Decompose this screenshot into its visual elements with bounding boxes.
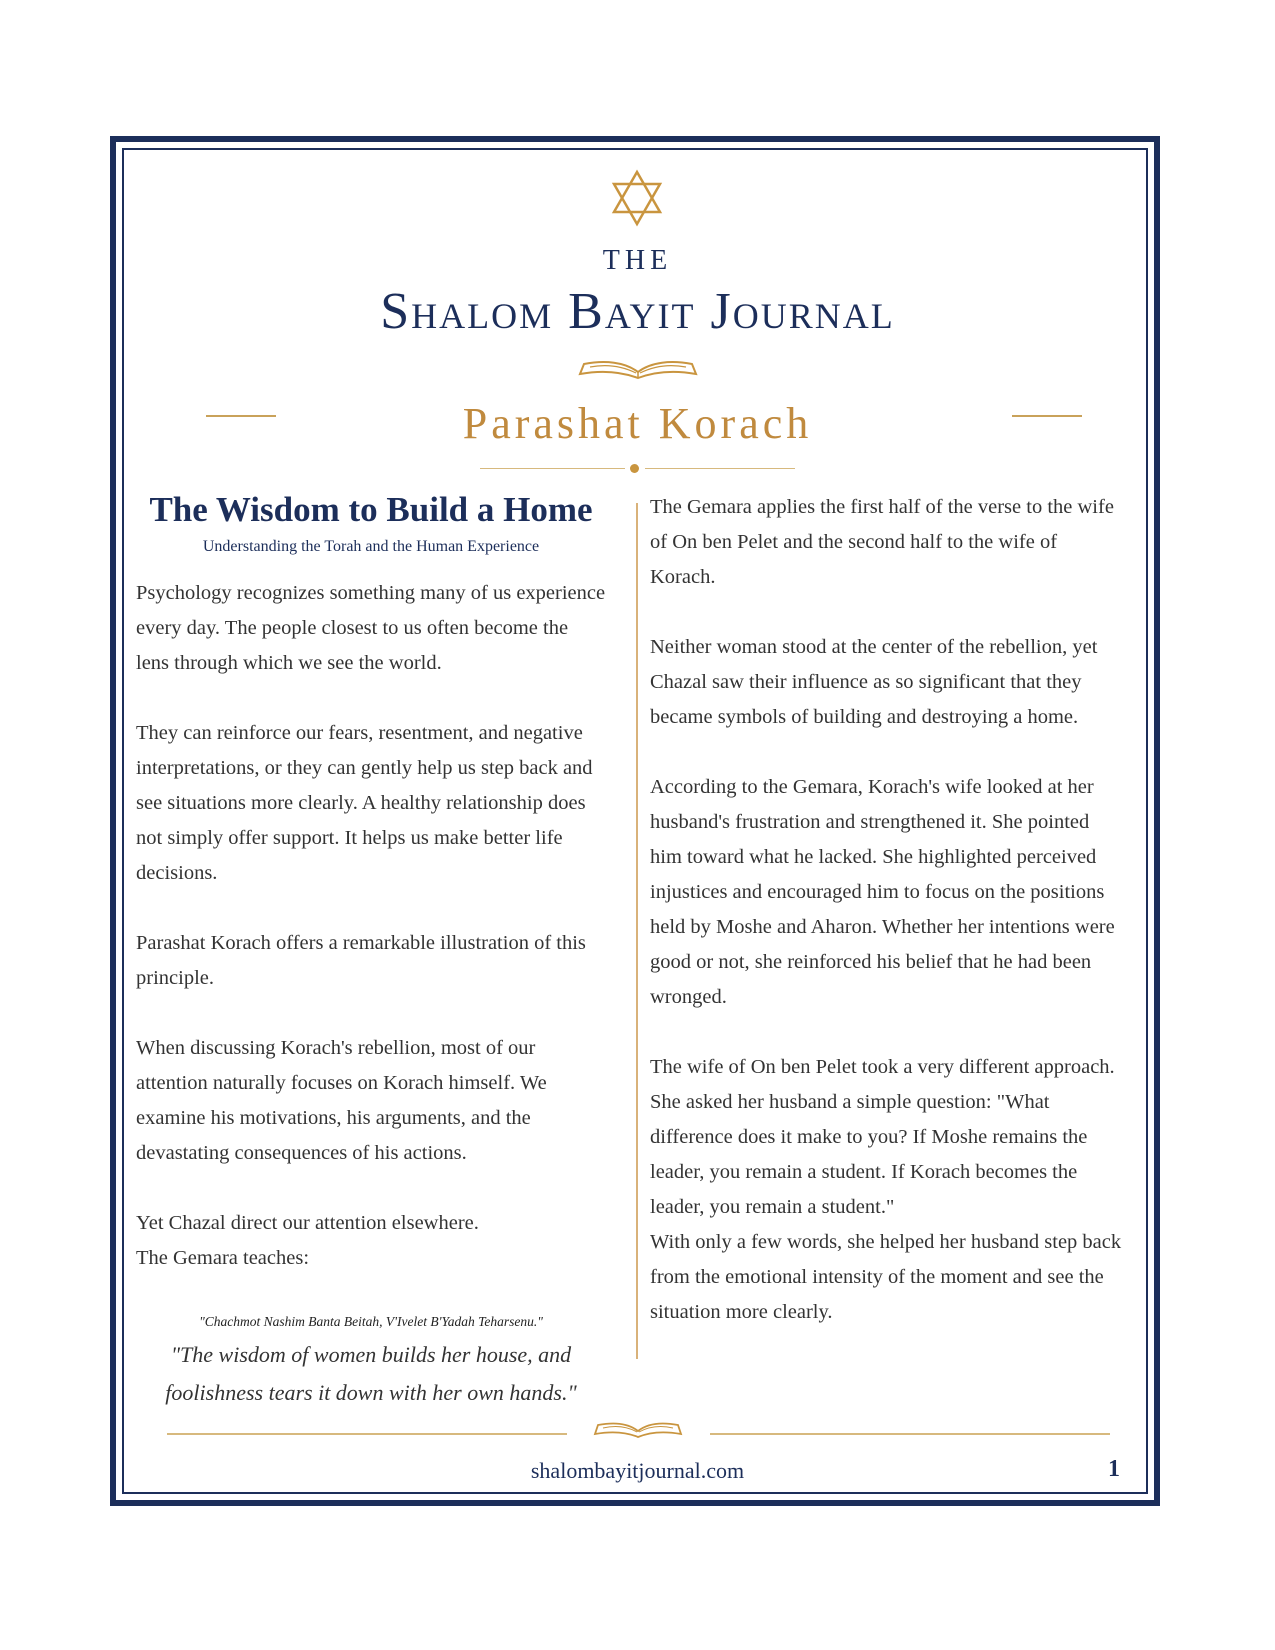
right-body (650, 490, 1125, 1330)
left-column (136, 488, 606, 1412)
column-divider (636, 503, 638, 1359)
paragraph: When discussing Korach's rebellion, most of our attention naturally focuses on Korach himself. We examine his motivations, his arguments, and the devastating consequences of his actions. (136, 1037, 547, 1164)
right-column (650, 490, 1125, 1365)
journal-kicker: THE (602, 245, 673, 276)
parasha-title: Parashat Korach (462, 399, 813, 448)
open-book-icon (570, 352, 706, 380)
paragraph: Psychology recognizes something many of us experience every day. The people closest to us often become the lens through which we see the world. (136, 582, 606, 674)
article-title: The Wisdom to Build a Home (149, 490, 593, 529)
paragraph: According to the Gemara, Korach's wife looked at her husband's frustration and strengthened it. She pointed him toward what he lacked. She highlighted perceived injustices and encouraged him to focus on the positions held by Moshe and Aharon. Whether her intentions were good or not, she reinforced his belief that he had been wronged. (650, 776, 1115, 1008)
paragraph: Yet Chazal direct our attention elsewhere. (136, 1212, 479, 1234)
paragraph: The Gemara teaches: (136, 1247, 310, 1269)
paragraph: Neither woman stood at the center of the rebellion, yet Chazal saw their influence as so significant that they became symbols of building and destroying a home. (650, 636, 1098, 728)
ornament-line-left (480, 468, 625, 469)
paragraph: The Gemara applies the first half of the verse to the wife of On ben Pelet and the second half to the wife of Korach. (650, 496, 1114, 588)
paragraph: Parashat Korach offers a remarkable illustration of this principle. (136, 932, 586, 989)
open-book-icon (588, 1415, 688, 1439)
left-body (136, 576, 606, 1276)
star-of-david-icon (607, 168, 667, 228)
paragraph: They can reinforce our fears, resentment, and negative interpretations, or they can gently help us step back and see situations more clearly. A healthy relationship does not simply offer support. It helps us make better life decisions. (136, 722, 593, 884)
ornament-dot (630, 464, 639, 473)
footer-rule-right (710, 1433, 1110, 1435)
page-number: 1 (1108, 1456, 1120, 1482)
paragraph: With only a few words, she helped her husband step back from the emotional intensity of the moment and see the situation more clearly. (650, 1231, 1122, 1323)
journal-title: Shalom Bayit Journal (380, 283, 895, 340)
footer-rule-left (167, 1433, 567, 1435)
article-subtitle: Understanding the Torah and the Human Experience (202, 538, 540, 555)
ornament-line-right (645, 468, 795, 469)
footer-website-link[interactable]: shalombayitjournal.com (530, 1458, 745, 1483)
paragraph: The wife of On ben Pelet took a very different approach. She asked her husband a simple question: "What difference does it make to you? If Moshe remains the leader, you remain a student. If Korach becomes the leader, you remain a student." (650, 1056, 1115, 1218)
quote-transliteration: "Chachmot Nashim Banta Beitah, V'Ivelet B'Yadah Teharsenu." (199, 1314, 543, 1329)
quote-translation: "The wisdom of women builds her house, and foolishness tears it down with her own hands." (165, 1342, 577, 1405)
